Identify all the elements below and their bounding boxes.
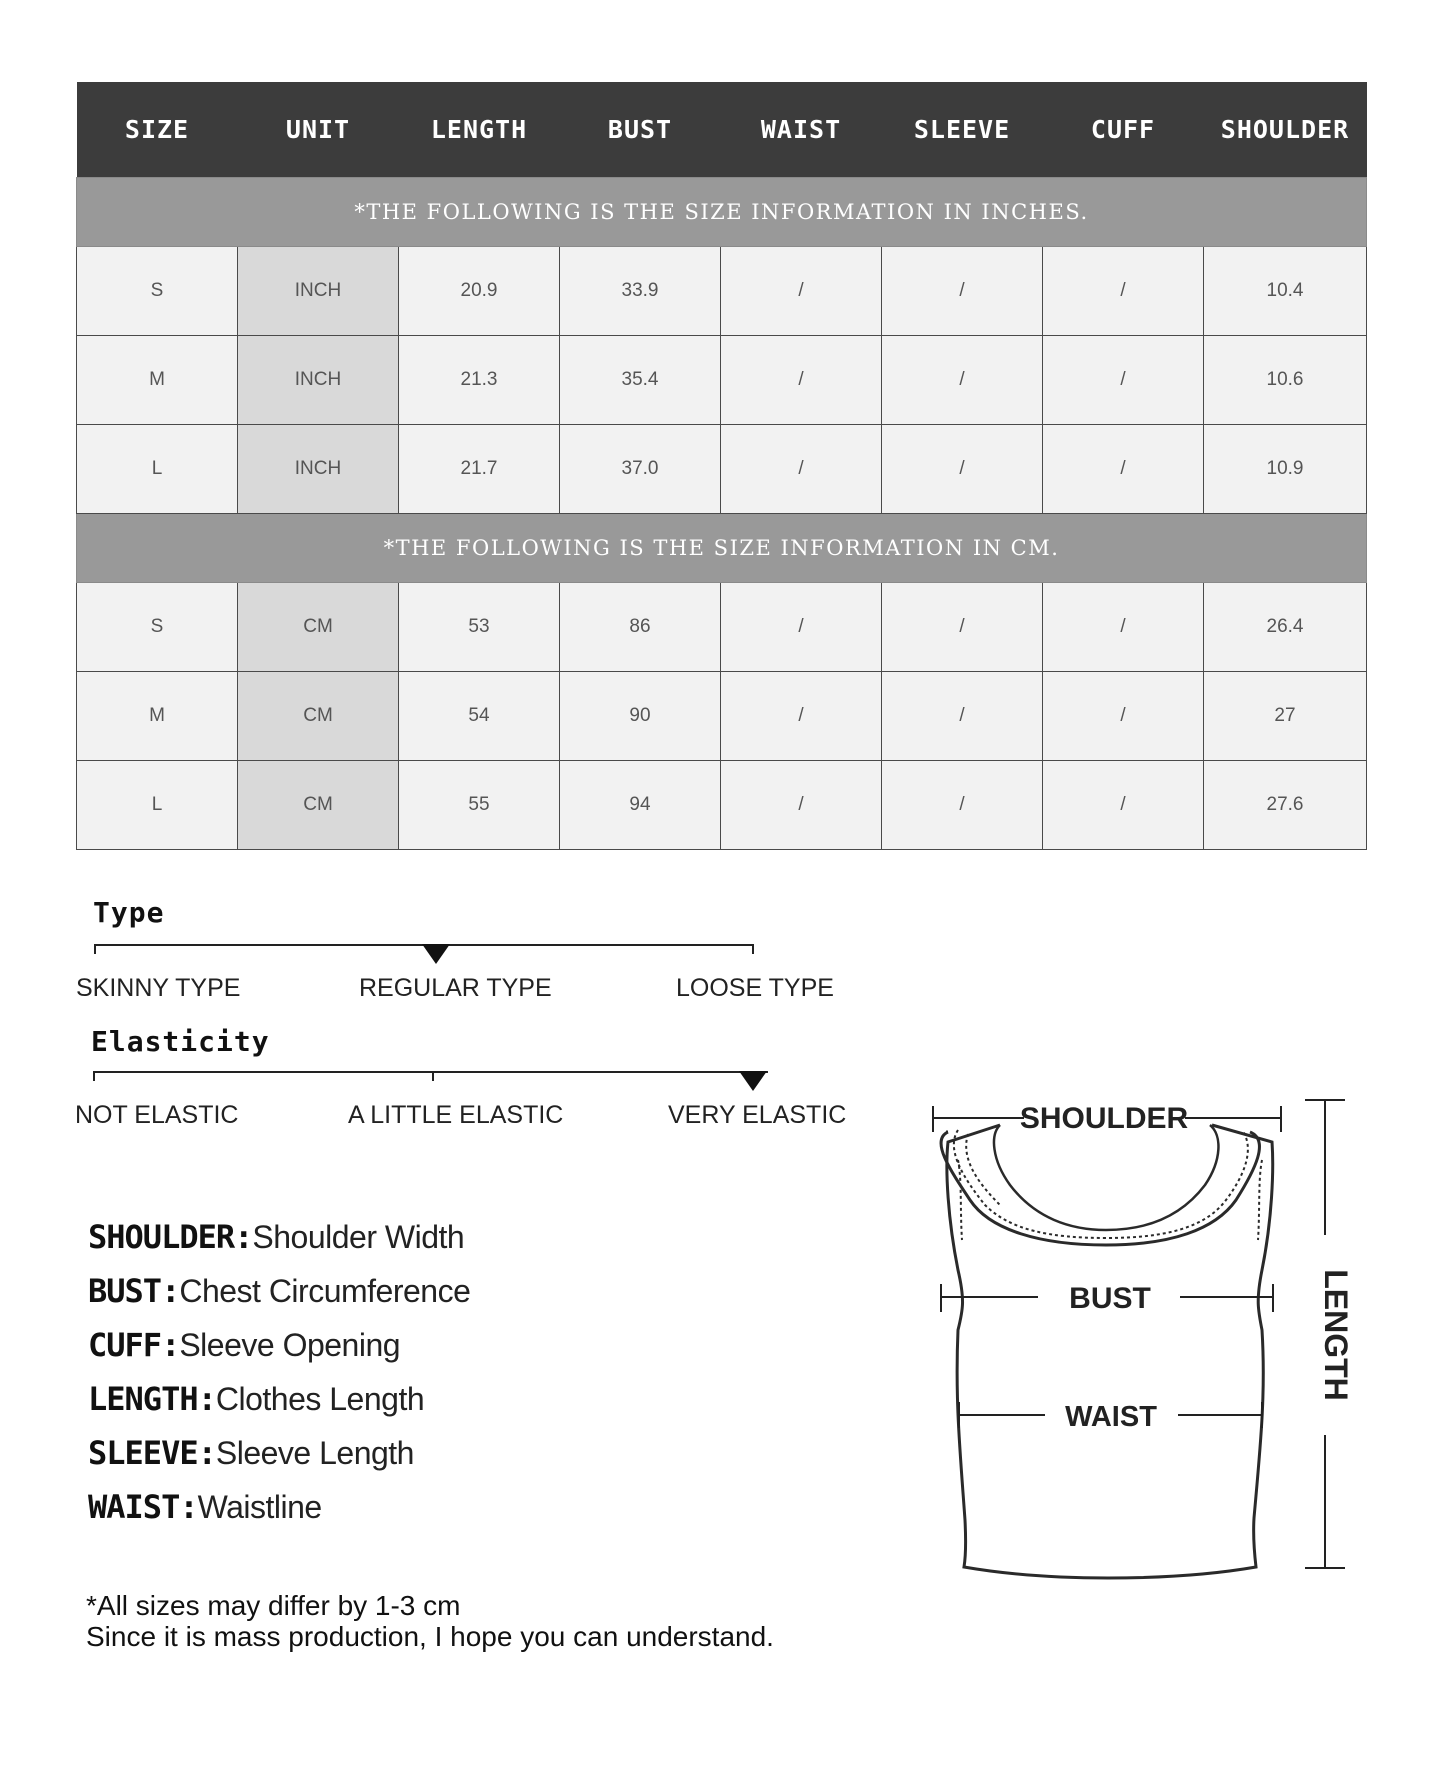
legend-value: Waistline (197, 1489, 322, 1525)
legend-item: CUFF:Sleeve Opening (88, 1326, 401, 1364)
legend-value: Sleeve Length (215, 1435, 414, 1471)
cell-unit: CM (238, 583, 399, 672)
cell-waist: / (721, 761, 882, 850)
shoulder-label: SHOULDER (1019, 1102, 1189, 1135)
cell-cuff: / (1043, 761, 1204, 850)
cell-waist: / (721, 247, 882, 336)
cell-sleeve: / (882, 761, 1043, 850)
legend-key: BUST (88, 1272, 162, 1310)
legend-item: BUST:Chest Circumference (88, 1272, 471, 1310)
type-label-loose: LOOSE TYPE (676, 974, 834, 1002)
cell-size: S (77, 247, 238, 336)
type-scale-title: Type (93, 896, 165, 929)
type-scale-tick-right (752, 944, 754, 954)
cell-unit: INCH (238, 425, 399, 514)
header-length: LENGTH (399, 82, 560, 178)
cell-bust: 86 (560, 583, 721, 672)
cell-unit: CM (238, 761, 399, 850)
elasticity-label-not: NOT ELASTIC (75, 1101, 239, 1129)
type-selected-marker-icon (422, 944, 450, 964)
cell-bust: 37.0 (560, 425, 721, 514)
legend-value: Sleeve Opening (179, 1327, 401, 1363)
cell-cuff: / (1043, 425, 1204, 514)
cell-waist: / (721, 583, 882, 672)
legend-key: CUFF (88, 1326, 162, 1364)
header-cuff: CUFF (1043, 82, 1204, 178)
cell-unit: INCH (238, 247, 399, 336)
cell-sleeve: / (882, 672, 1043, 761)
elasticity-scale-tick-left (93, 1071, 95, 1081)
elasticity-scale-title: Elasticity (91, 1025, 270, 1058)
cell-sleeve: / (882, 336, 1043, 425)
elasticity-scale-tick-mid (432, 1071, 434, 1081)
legend-key: LENGTH (88, 1380, 198, 1418)
cm-section-note-row (77, 514, 1367, 583)
length-label: LENGTH (1318, 1269, 1354, 1401)
type-scale-tick-left (94, 944, 96, 954)
cell-shoulder: 27 (1204, 672, 1367, 761)
header-shoulder: SHOULDER (1204, 82, 1367, 178)
bust-label: BUST (1069, 1282, 1151, 1315)
legend-value: Chest Circumference (179, 1273, 471, 1309)
cell-size: S (77, 583, 238, 672)
cell-bust: 35.4 (560, 336, 721, 425)
waist-dimension (959, 1402, 1262, 1428)
elasticity-scale-line (93, 1071, 768, 1073)
size-disclaimer (86, 1590, 774, 1652)
waist-label: WAIST (1065, 1401, 1157, 1433)
cell-shoulder: 10.9 (1204, 425, 1367, 514)
cell-size: M (77, 336, 238, 425)
cell-sleeve: / (882, 425, 1043, 514)
table-row (77, 247, 1367, 336)
header-sleeve: SLEEVE (882, 82, 1043, 178)
cell-length: 21.3 (399, 336, 560, 425)
cell-length: 53 (399, 583, 560, 672)
shoulder-dimension (933, 1106, 1281, 1132)
cell-cuff: / (1043, 583, 1204, 672)
legend-key: SHOULDER (88, 1218, 235, 1256)
cell-cuff: / (1043, 672, 1204, 761)
cell-waist: / (721, 425, 882, 514)
bust-dimension (941, 1284, 1273, 1312)
legend-value: Clothes Length (215, 1381, 425, 1417)
cell-bust: 90 (560, 672, 721, 761)
legend-value: Shoulder Width (252, 1219, 465, 1255)
cm-section-note: *THE FOLLOWING IS THE SIZE INFORMATION IN CM. (77, 514, 1367, 583)
cell-size: L (77, 425, 238, 514)
table-row (77, 761, 1367, 850)
table-row (77, 425, 1367, 514)
elasticity-label-very: VERY ELASTIC (668, 1101, 847, 1129)
cell-shoulder: 10.4 (1204, 247, 1367, 336)
legend-item: SHOULDER:Shoulder Width (88, 1218, 465, 1256)
header-unit: UNIT (238, 82, 399, 178)
type-label-regular: REGULAR TYPE (359, 974, 552, 1002)
cell-size: M (77, 672, 238, 761)
table-row (77, 583, 1367, 672)
cell-shoulder: 27.6 (1204, 761, 1367, 850)
table-row (77, 672, 1367, 761)
disclaimer-line-2: Since it is mass production, I hope you can understand. (86, 1621, 774, 1652)
cell-cuff: / (1043, 336, 1204, 425)
measurement-legend (88, 1218, 470, 1542)
legend-item: SLEEVE:Sleeve Length (88, 1434, 414, 1472)
legend-key: WAIST (88, 1488, 180, 1526)
header-bust: BUST (560, 82, 721, 178)
elasticity-label-little: A LITTLE ELASTIC (348, 1101, 564, 1129)
cell-unit: INCH (238, 336, 399, 425)
table-header-row (77, 82, 1367, 178)
cell-waist: / (721, 672, 882, 761)
size-table (76, 82, 1367, 850)
table-row (77, 336, 1367, 425)
cell-bust: 33.9 (560, 247, 721, 336)
elasticity-selected-marker-icon (739, 1071, 767, 1091)
header-waist: WAIST (721, 82, 882, 178)
legend-item: LENGTH:Clothes Length (88, 1380, 425, 1418)
type-label-skinny: SKINNY TYPE (76, 974, 241, 1002)
cell-sleeve: / (882, 247, 1043, 336)
inch-section-note: *THE FOLLOWING IS THE SIZE INFORMATION IN INCHES. (77, 178, 1367, 247)
cell-sleeve: / (882, 583, 1043, 672)
cell-length: 55 (399, 761, 560, 850)
header-size: SIZE (77, 82, 238, 178)
legend-item: WAIST:Waistline (88, 1488, 322, 1526)
disclaimer-line-1: *All sizes may differ by 1-3 cm (86, 1590, 461, 1621)
length-dimension (1305, 1100, 1345, 1568)
cell-shoulder: 26.4 (1204, 583, 1367, 672)
cell-bust: 94 (560, 761, 721, 850)
cell-size: L (77, 761, 238, 850)
tank-top-icon (941, 1125, 1273, 1578)
cell-waist: / (721, 336, 882, 425)
cell-length: 20.9 (399, 247, 560, 336)
cell-length: 54 (399, 672, 560, 761)
cell-shoulder: 10.6 (1204, 336, 1367, 425)
cell-length: 21.7 (399, 425, 560, 514)
cell-cuff: / (1043, 247, 1204, 336)
inch-section-note-row (77, 178, 1367, 247)
legend-key: SLEEVE (88, 1434, 198, 1472)
cell-unit: CM (238, 672, 399, 761)
